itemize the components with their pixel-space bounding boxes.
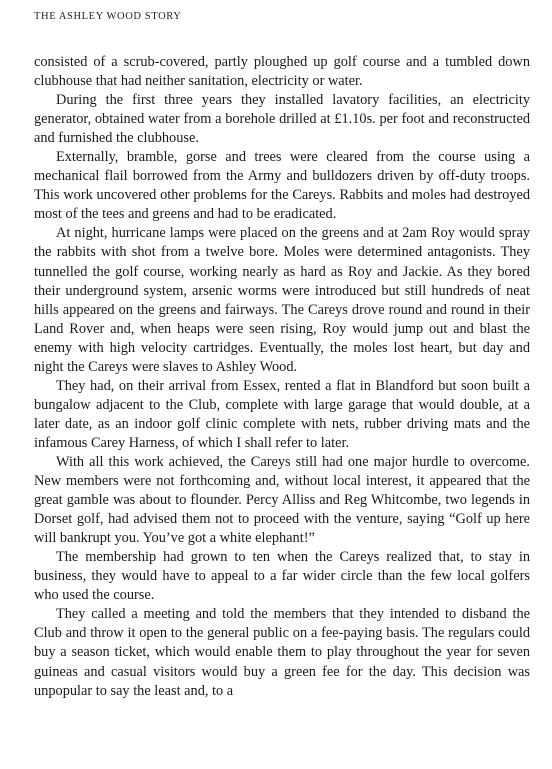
paragraph: At night, hurricane lamps were placed on the greens and at 2am Roy would spray the rabbits with shot from a twelve bore. Moles were determined antagonists. They tunnelled the golf course, working nearly as hard as Roy and Jackie. As they bored their underground system, arsenic worms were introduced but still hundreds of neat hills appeared on the greens and fairways. The Careys drove round and round in their Land Rover and, when heaps were seen rising, Roy would jump out and blast the enemy with high velocity cartridges. Eventually, the moles lost heart, but day and night the Careys were slaves to Ashley Wood. bbox=[34, 225, 530, 375]
body-text bbox=[34, 53, 530, 701]
running-head: THE ASHLEY WOOD STORY bbox=[34, 11, 182, 22]
paragraph: With all this work achieved, the Careys still had one major hurdle to overcome. New members were not forthcoming and, without local interest, it appeared that the great gamble was about to flounder. Percy Alliss and Reg Whitcombe, two legends in Dorset golf, had advised them not to proceed with the venture, saying “Golf up here will bankrupt you. You’ve got a white elephant!” bbox=[34, 453, 530, 547]
paragraph: Externally, bramble, gorse and trees were cleared from the course using a mechanical flail borrowed from the Army and bulldozers driven by off-duty troops. This work uncovered other problems for the Careys. Rabbits and moles had destroyed most of the tees and greens and had to be eradicated. bbox=[34, 149, 530, 223]
paragraph-continued: consisted of a scrub-covered, partly ploughed up golf course and a tumbled down clubhouse that had neither sanitation, electricity or water. bbox=[34, 54, 530, 90]
paragraph: During the first three years they installed lavatory facilities, an electricity generator, obtained water from a borehole drilled at £1.10s. per foot and reconstructed and furnished the clubhouse. bbox=[34, 92, 530, 147]
paragraph: They called a meeting and told the members that they intended to disband the Club and throw it open to the general public on a fee-paying basis. The regulars could buy a season ticket, which would enable them to play throughout the year for seven guineas and casual visitors would buy a green fee for the day. This decision was unpopular to say the least and, to a bbox=[34, 606, 530, 699]
paragraph: They had, on their arrival from Essex, rented a flat in Blandford but soon built a bungalow adjacent to the Club, complete with large garage that would double, at a later date, as an indoor golf clinic complete with nets, rubber driving mats and the infamous Carey Harness, of which I shall refer to later. bbox=[34, 377, 530, 451]
paragraph: The membership had grown to ten when the Careys realized that, to stay in business, they would have to appeal to a far wider circle than the few local golfers who used the course. bbox=[34, 549, 530, 604]
